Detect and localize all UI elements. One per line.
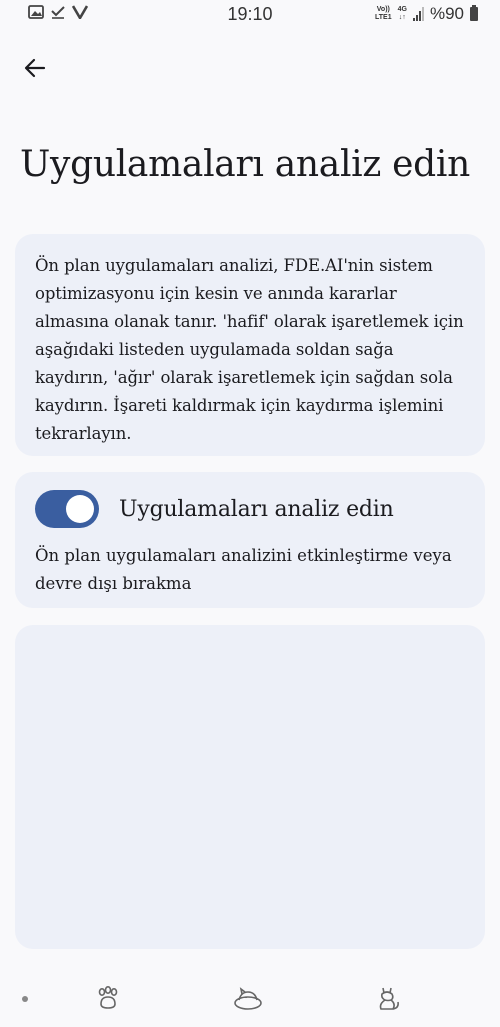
paw-icon (95, 985, 121, 1011)
switch-knob (66, 495, 94, 523)
nav-cat-button[interactable] (372, 982, 404, 1014)
battery-level: %90 (429, 4, 464, 23)
toggle-row[interactable] (35, 490, 394, 528)
battery-icon (470, 7, 478, 21)
back-button[interactable] (18, 53, 52, 83)
toggle-description: Ön plan uygulamaları analizini etkinleştirme veya devre dışı bırakma (35, 546, 452, 593)
status-time: 19:10 (227, 4, 273, 24)
page-title: Uygulamaları analiz edin (20, 144, 471, 185)
analyze-apps-switch[interactable] (35, 490, 99, 528)
info-card (15, 234, 485, 456)
signal-icon (413, 7, 424, 21)
analyze-apps-card[interactable] (15, 472, 485, 608)
app-list[interactable] (15, 625, 485, 949)
volte-indicator: Vo)) LTE1 (375, 6, 392, 21)
network-type-indicator: 4G ↓↑ (397, 6, 407, 21)
status-bar (0, 0, 500, 30)
bottom-nav (0, 966, 500, 1027)
status-right-icons (375, 4, 478, 24)
info-text: Ön plan uygulamaları analizi, FDE.AI'nin sistem optimizasyonu için kesin ve anında kararlar almasına olanak tanır. 'hafif' olarak işaretlemek için aşağıdaki listeden uygulamada soldan sağa kaydırın, 'ağır' olarak işaretlemek için sağdan sola kaydırın. İşareti kaldırmak için kaydırma işlemini tekrarlayın. (35, 256, 464, 443)
toggle-label: Uygulamaları analiz edin (119, 496, 394, 522)
nav-cat-bed-button[interactable] (232, 982, 264, 1014)
nav-paw-button[interactable] (92, 982, 124, 1014)
cat-sitting-icon (374, 984, 402, 1012)
arrow-left-icon (24, 58, 46, 78)
cat-sleeping-icon (233, 985, 263, 1011)
nav-indicator-dot (22, 996, 28, 1002)
